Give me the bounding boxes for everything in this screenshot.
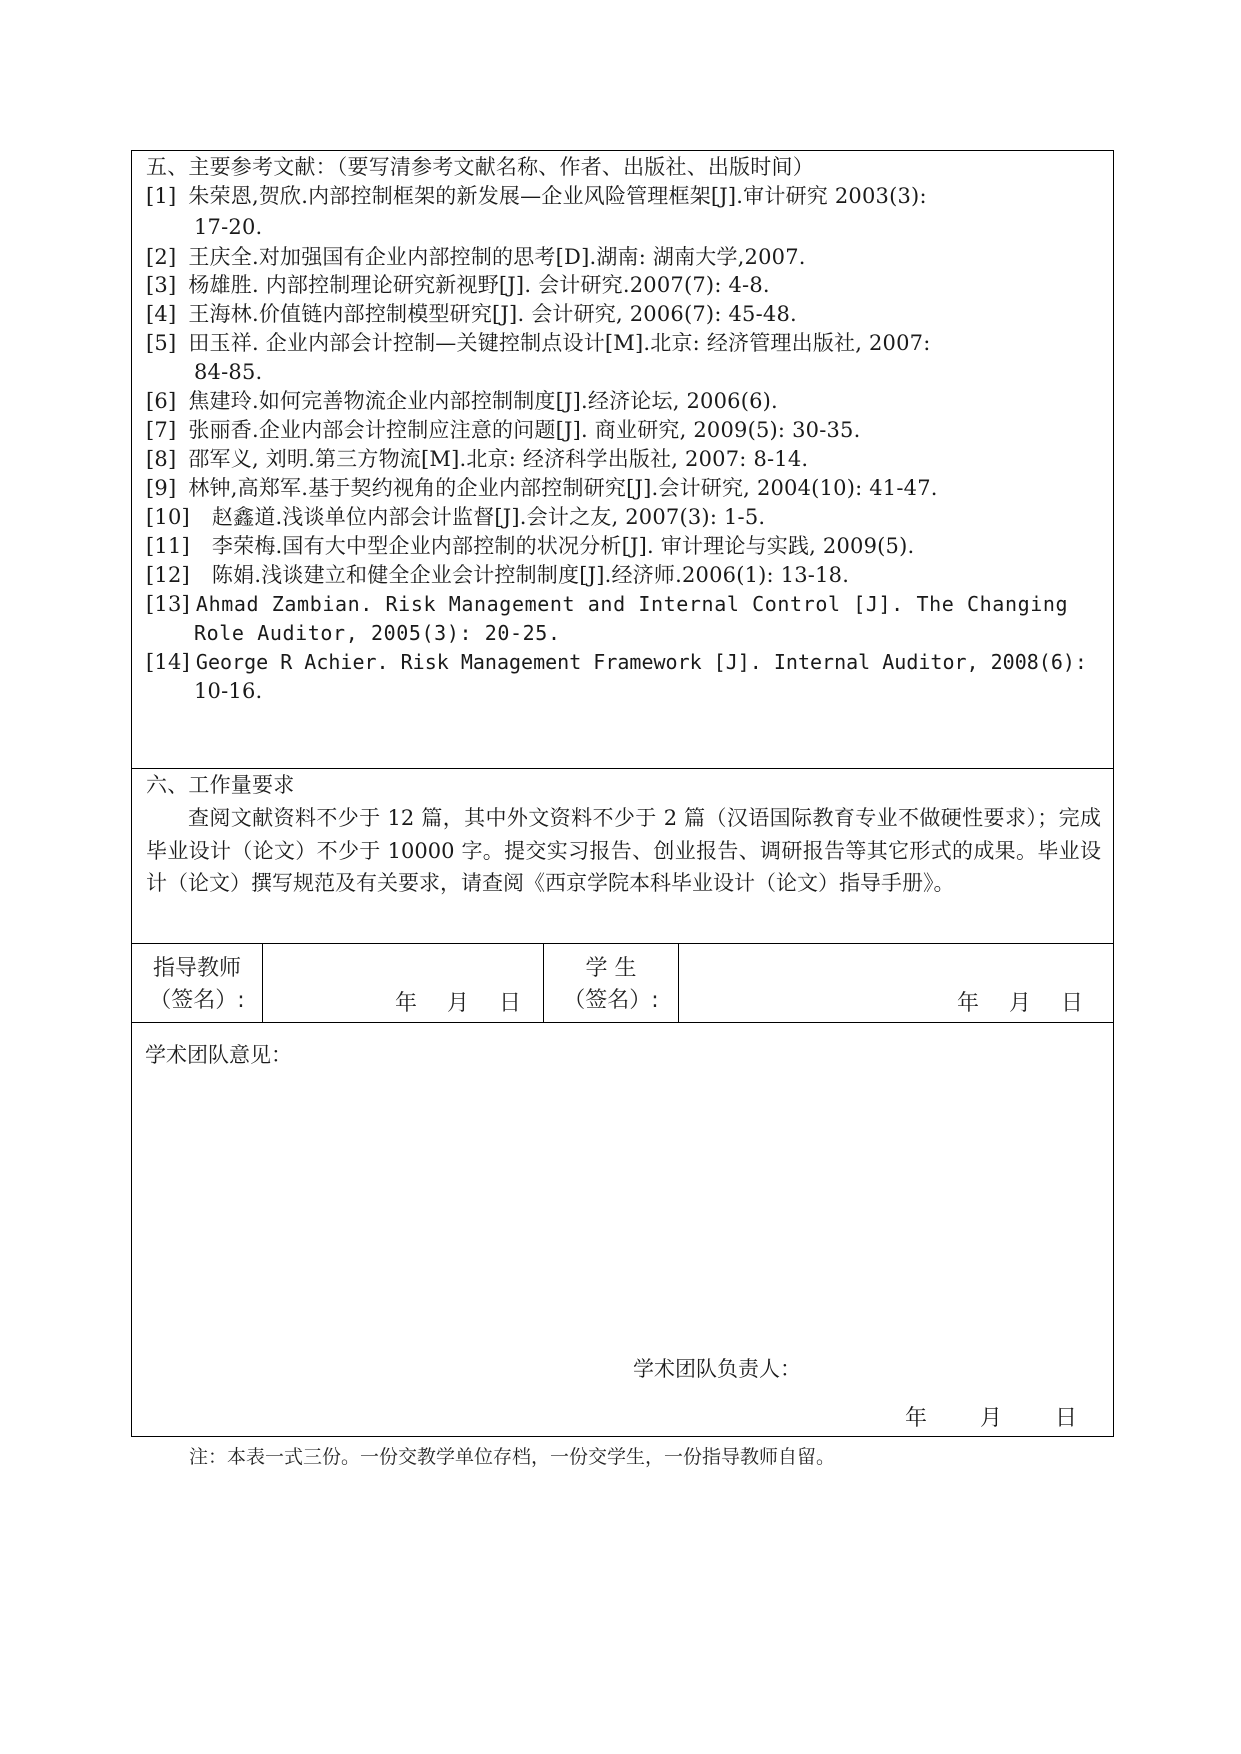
reference-number: [12] [146, 563, 190, 587]
reference-number: [1] [146, 184, 177, 208]
month-label: 月 [1008, 991, 1031, 1016]
reference-number: [5] [146, 331, 177, 355]
reference-text: 陈娟.浅谈建立和健全企业会计控制制度[J].经济师.2006(1): 13-18. [211, 563, 850, 587]
reference-number: [14] [146, 650, 190, 674]
reference-text: 田玉祥. 企业内部会计控制—关键控制点设计[M].北京: 经济管理出版社, 2007: [188, 331, 931, 355]
advisor-label-cell [132, 944, 263, 1022]
reference-item [146, 530, 1103, 562]
reference-text: George R Achier. Risk Management Framework [J]. Internal Auditor, 2008(6): [195, 650, 1087, 674]
reference-text: 王海林.价值链内部控制模型研究[J]. 会计研究, 2006(7): 45-48. [188, 302, 797, 326]
reference-number: [10] [146, 505, 190, 529]
reference-text: 赵鑫道.浅谈单位内部会计监督[J].会计之友, 2007(3): 1-5. [211, 505, 766, 529]
advisor-sign-label: （签名）: [149, 988, 245, 1013]
student-signature-field[interactable] [679, 944, 1113, 1022]
reference-item [146, 269, 1103, 301]
reference-item [146, 180, 1103, 212]
team-opinion-date [905, 1402, 1077, 1436]
reference-text: 张丽香.企业内部会计控制应注意的问题[J]. 商业研究, 2009(5): 30-35. [188, 418, 861, 442]
reference-text: 焦建玲.如何完善物流企业内部控制制度[J].经济论坛, 2006(6). [188, 389, 778, 413]
reference-text: 李荣梅.国有大中型企业内部控制的状况分析[J]. 审计理论与实践, 2009(5). [211, 534, 915, 558]
advisor-date [395, 988, 521, 1020]
references-section [132, 151, 1113, 769]
reference-item [146, 298, 1103, 330]
reference-number: [9] [146, 476, 177, 500]
reference-text: 朱荣恩,贺欣.内部控制框架的新发展—企业风险管理框架[J].审计研究 2003(3): [188, 184, 927, 208]
reference-item [146, 472, 1103, 504]
reference-continuation: 10-16. [194, 679, 263, 703]
reference-number: [4] [146, 302, 177, 326]
student-date [957, 988, 1083, 1020]
workload-section [132, 769, 1113, 944]
month-label: 月 [446, 991, 469, 1016]
reference-text: 杨雄胜. 内部控制理论研究新视野[J]. 会计研究.2007(7): 4-8. [188, 273, 770, 297]
reference-number: [11] [146, 534, 190, 558]
reference-item [146, 414, 1103, 446]
month-label: 月 [979, 1406, 1002, 1431]
student-label-cell [544, 944, 679, 1022]
day-label: 日 [1060, 991, 1083, 1016]
reference-item [146, 646, 1103, 678]
day-label: 日 [1054, 1406, 1077, 1431]
signature-row [132, 944, 1113, 1023]
year-label: 年 [956, 991, 979, 1016]
advisor-label: 指导教师 [152, 956, 241, 981]
reference-text: Ahmad Zambian. Risk Management and Internal Control [J]. The Changing [195, 592, 1069, 616]
footnote: 注：本表一式三份。一份交教学单位存档，一份交学生，一份指导教师自留。 [189, 1446, 836, 1468]
reference-number: [7] [146, 418, 177, 442]
year-label: 年 [394, 991, 417, 1016]
reference-number: [3] [146, 273, 177, 297]
reference-item [146, 385, 1103, 417]
day-label: 日 [498, 991, 521, 1016]
reference-number: [13] [146, 592, 190, 616]
team-opinion-label: 学术团队意见： [145, 1043, 292, 1067]
reference-number: [2] [146, 245, 177, 269]
references-heading: 五、主要参考文献：（要写清参考文献名称、作者、出版社、出版时间） [146, 155, 814, 179]
reference-continuation: 84-85. [194, 360, 263, 384]
team-leader-label: 学术团队负责人： [633, 1357, 801, 1381]
reference-continuation: Role Auditor, 2005(3): 20-25. [194, 621, 561, 645]
reference-continuation: 17-20. [194, 215, 263, 239]
workload-heading: 六、工作量要求 [146, 773, 295, 797]
reference-item [146, 443, 1103, 475]
workload-paragraph: 查阅文献资料不少于 12 篇，其中外文资料不少于 2 篇（汉语国际教育专业不做硬性要求）；完成毕业设计（论文）不少于 10000 字。提交实习报告、创业报告、调研报告等其它形式的成果。毕业设计（论文）撰写规范及有关要求，请查阅《西京学院本科毕业设计（论文）指导手册》。 [146, 806, 1101, 895]
reference-number: [6] [146, 389, 177, 413]
reference-item [146, 559, 1103, 591]
task-form-table [131, 150, 1114, 1437]
student-label: 学 生 [585, 956, 637, 981]
reference-item [146, 588, 1103, 620]
year-label: 年 [904, 1406, 927, 1431]
reference-text: 邵军义, 刘明.第三方物流[M].北京: 经济科学出版社, 2007: 8-14. [188, 447, 809, 471]
reference-item [146, 327, 1103, 359]
student-sign-label: （签名）: [563, 988, 659, 1013]
team-opinion-section[interactable] [132, 1023, 1113, 1436]
reference-text: 林钟,高郑军.基于契约视角的企业内部控制研究[J].会计研究, 2004(10): 41-47. [188, 476, 938, 500]
advisor-signature-field[interactable] [263, 944, 544, 1022]
reference-text: 王庆全.对加强国有企业内部控制的思考[D].湖南: 湖南大学,2007. [188, 245, 806, 269]
reference-number: [8] [146, 447, 177, 471]
reference-item [146, 501, 1103, 533]
